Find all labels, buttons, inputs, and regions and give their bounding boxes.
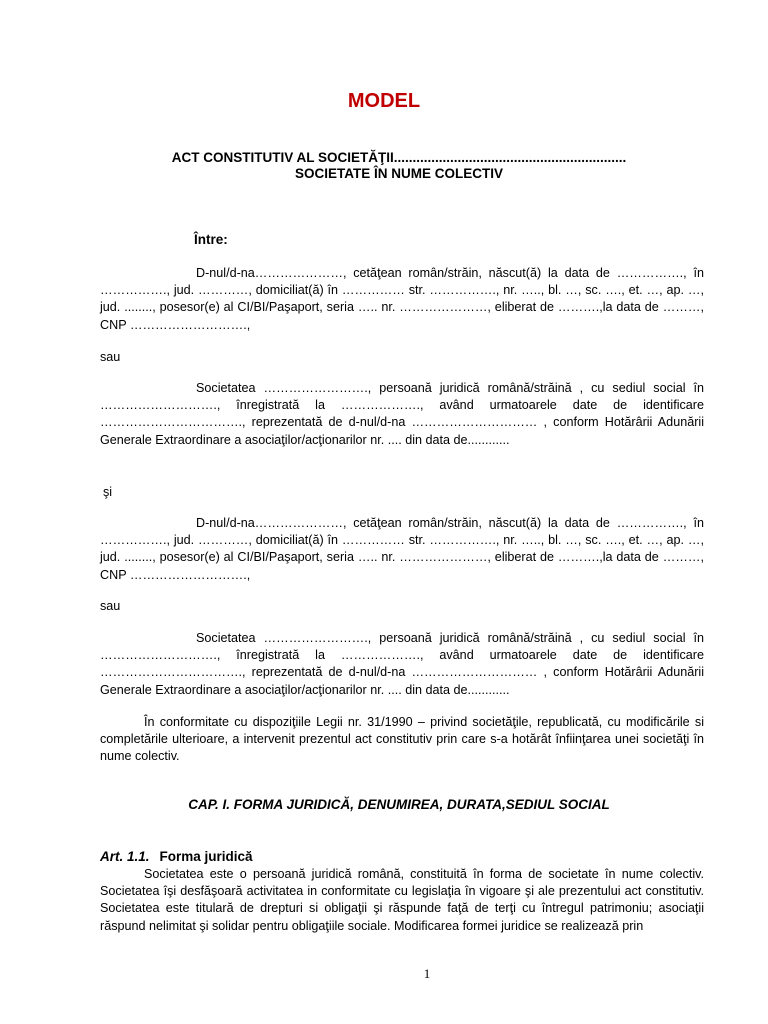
intre-label: Între: (194, 232, 228, 247)
act-heading-line1: ACT CONSTITUTIV AL SOCIETĂŢII.............................................................. (171, 150, 627, 165)
article-number: Art. 1.1. (100, 849, 150, 864)
company1-paragraph: Societatea ……………………., persoană juridică română/străină , cu sediul social în ………………………., înregistrată la ………………., având urmatoarele date de identificare ……………………………., reprezentată de d-nul/d-na ………………………… , conform Hotărârii Adunării Generale Extraordinare a asociaţilor/acţionarilor nr. .... din data de............ (100, 381, 704, 447)
article-title: Forma juridică (159, 849, 253, 864)
conformity-paragraph: În conformitate cu dispoziţiile Legii nr. 31/1990 – privind societăţile, republicată, cu modificările si completările ulterioare, a intervenit prezentul act constitutiv prin care s-a hotărât înfiinţarea unei societăţi în nume colectiv. (100, 715, 704, 764)
si-label: şi (103, 485, 113, 499)
document-title: MODEL (347, 90, 421, 112)
person2-paragraph: D-nul/d-na…………………, cetăţean român/străin, născut(ă) la data de ……………., în ……………., jud. …………, domiciliat(ă) în …………… str. ……………., nr. ….., bl. …, sc. …., et. …, ap. …, jud. ........, posesor(e) al CI/BI/Paşaport, seria ….. nr. …………………, eliberat de ……….,la data de ………, CNP ………………………., (100, 516, 704, 582)
page-number: 1 (423, 966, 431, 981)
article-heading (100, 849, 253, 864)
act-heading-line2: SOCIETATE ÎN NUME COLECTIV (294, 166, 503, 181)
chapter-title: CAP. I. FORMA JURIDICĂ, DENUMIREA, DURATA,SEDIUL SOCIAL (188, 797, 610, 812)
sau-label-1: sau (100, 350, 121, 364)
sau-label-2: sau (100, 599, 121, 613)
article-paragraph: Societatea este o persoană juridică română, constituită în forma de societate în nume colectiv. Societatea îşi desfăşoară activitatea in conformitate cu legislaţia în vigoare şi ale prezentului act constitutiv. Societatea este titulară de drepturi si obligaţii şi răspunde faţă de terţi cu întregul patrimoniu; asociaţii răspund nelimitat şi solidar pentru obligaţiile sociale. Modificarea formei juridice se realizează prin (100, 867, 704, 933)
person1-paragraph: D-nul/d-na…………………, cetăţean român/străin, născut(ă) la data de ……………., în ……………., jud. …………, domiciliat(ă) în …………… str. ……………., nr. ….., bl. …, sc. …., et. …, ap. …, jud. ........, posesor(e) al CI/BI/Paşaport, seria ….. nr. …………………, eliberat de ……….,la data de ………, CNP ………………………., (100, 266, 704, 332)
company2-paragraph: Societatea ……………………., persoană juridică română/străină , cu sediul social în ………………………., înregistrată la ………………., având urmatoarele date de identificare ……………………………., reprezentată de d-nul/d-na ………………………… , conform Hotărârii Adunării Generale Extraordinare a asociaţilor/acţionarilor nr. .... din data de............ (100, 631, 704, 697)
